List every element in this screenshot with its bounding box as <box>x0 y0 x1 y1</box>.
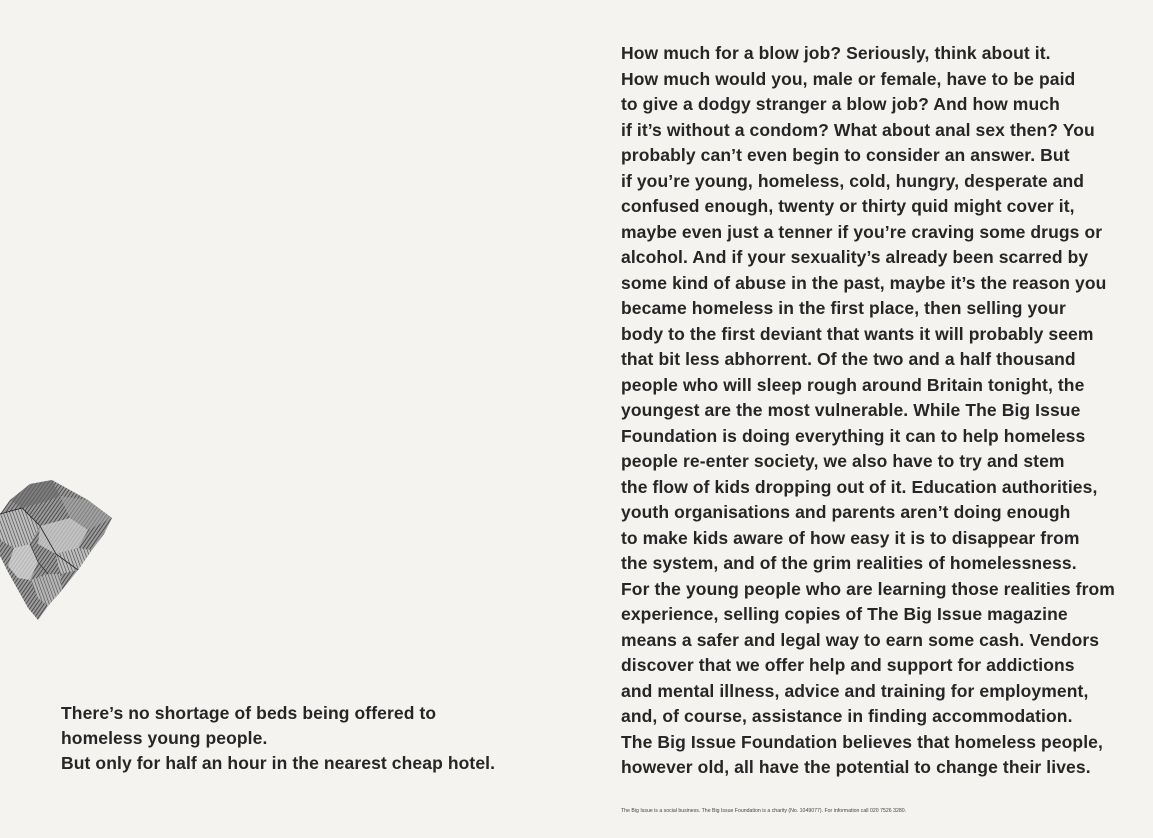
body-line: people who will sleep rough around Britain tonight, the <box>621 374 1085 395</box>
footer-legal-text: The Big Issue is a social business. The Big Issue Foundation is a charity (No. 1049077). For information call 020 7526 3280. <box>621 808 907 814</box>
body-line: The Big Issue Foundation believes that homeless people, <box>621 731 1103 752</box>
body-line: alcohol. And if your sexuality’s already been scarred by <box>621 247 1089 267</box>
body-line: experience, selling copies of The Big Issue magazine <box>621 604 1068 624</box>
body-line: and mental illness, advice and training for employment, <box>621 680 1089 701</box>
body-line: to make kids aware of how easy it is to disappear from <box>621 527 1080 548</box>
body-line: youth organisations and parents aren’t doing enough <box>621 502 1071 522</box>
body-line: if it’s without a condom? What about anal sex then? You <box>621 119 1095 140</box>
body-line: that bit less abhorrent. Of the two and a half thousand <box>621 349 1076 369</box>
body-line: probably can’t even begin to consider an answer. But <box>621 145 1070 165</box>
body-line: confused enough, twenty or thirty quid might cover it, <box>621 196 1075 216</box>
body-line: Foundation is doing everything it can to help homeless <box>621 425 1086 446</box>
body-line: body to the first deviant that wants it will probably seem <box>621 323 1094 344</box>
body-line: maybe even just a tenner if you’re craving some drugs or <box>621 221 1103 242</box>
body-line: discover that we offer help and support for addictions <box>621 655 1075 675</box>
body-line: How much would you, male or female, have to be paid <box>621 68 1076 89</box>
body-line: to give a dodgy stranger a blow job? And how much <box>621 94 1060 114</box>
body-copy <box>621 41 1141 781</box>
body-line: How much for a blow job? Seriously, think about it. <box>621 43 1051 63</box>
body-line: means a safer and legal way to earn some cash. Vendors <box>621 629 1100 650</box>
body-line: if you’re young, homeless, cold, hungry, desperate and <box>621 170 1085 191</box>
headline-line: There’s no shortage of beds being offered to <box>61 703 437 723</box>
headline <box>61 701 581 776</box>
body-line: became homeless in the first place, then selling your <box>621 298 1066 318</box>
body-line: the flow of kids dropping out of it. Education authorities, <box>621 476 1098 497</box>
body-line: however old, all have the potential to change their lives. <box>621 757 1091 777</box>
headline-line: homeless young people. <box>61 728 268 748</box>
body-line: youngest are the most vulnerable. While The Big Issue <box>621 400 1081 420</box>
body-line: and, of course, assistance in finding accommodation. <box>621 706 1073 726</box>
body-line: the system, and of the grim realities of homelessness. <box>621 553 1077 573</box>
crumpled-wrapper-image <box>0 478 118 623</box>
body-line: For the young people who are learning those realities from <box>621 578 1115 599</box>
body-line: people re-enter society, we also have to try and stem <box>621 451 1065 471</box>
body-line: some kind of abuse in the past, maybe it’s the reason you <box>621 272 1107 293</box>
headline-line: But only for half an hour in the nearest cheap hotel. <box>61 753 496 773</box>
